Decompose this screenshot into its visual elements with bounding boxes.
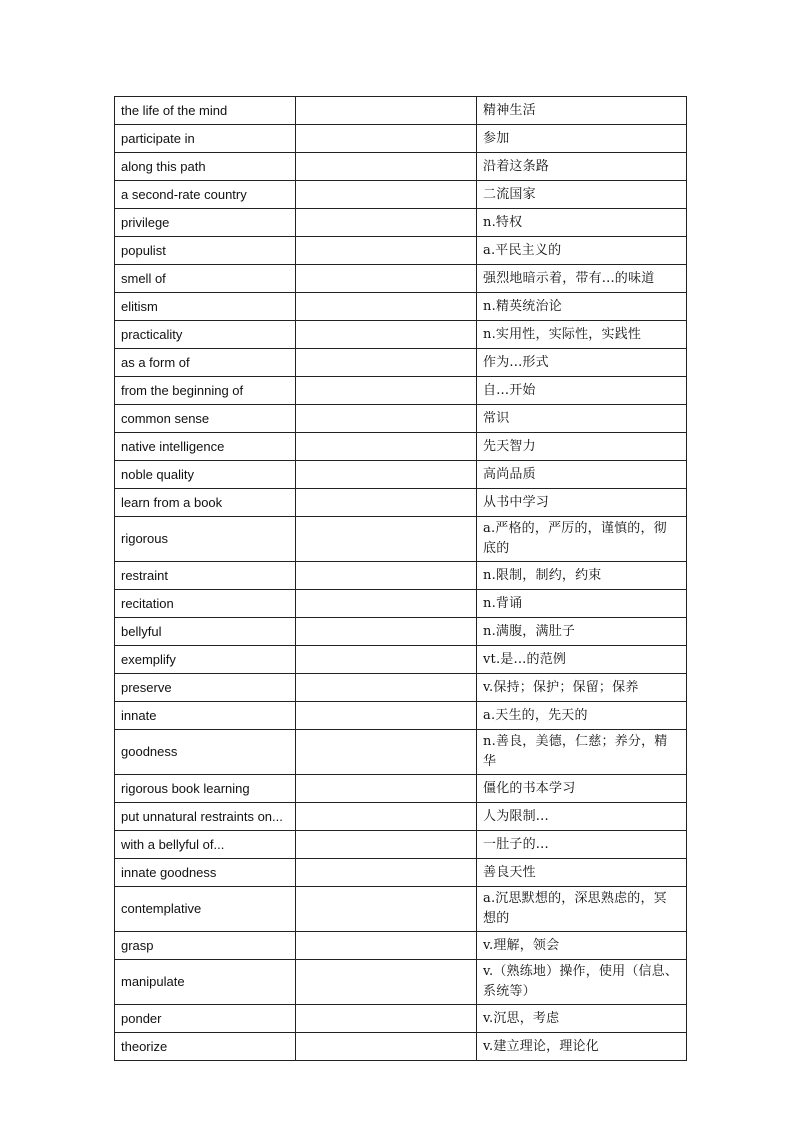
blank-cell bbox=[296, 831, 477, 859]
english-term: goodness bbox=[115, 730, 296, 775]
chinese-meaning: 一肚子的... bbox=[477, 831, 687, 859]
english-term: as a form of bbox=[115, 349, 296, 377]
table-row bbox=[115, 125, 687, 153]
english-term: participate in bbox=[115, 125, 296, 153]
english-term: contemplative bbox=[115, 887, 296, 932]
chinese-meaning: v.沉思，考虑 bbox=[477, 1005, 687, 1033]
english-term: rigorous bbox=[115, 517, 296, 562]
blank-cell bbox=[296, 125, 477, 153]
english-term: privilege bbox=[115, 209, 296, 237]
vocabulary-table bbox=[114, 96, 687, 1061]
english-term: manipulate bbox=[115, 960, 296, 1005]
chinese-meaning: 沿着这条路 bbox=[477, 153, 687, 181]
table-row bbox=[115, 730, 687, 775]
table-row bbox=[115, 702, 687, 730]
table-row bbox=[115, 181, 687, 209]
chinese-meaning: vt.是...的范例 bbox=[477, 646, 687, 674]
blank-cell bbox=[296, 775, 477, 803]
table-row bbox=[115, 646, 687, 674]
chinese-meaning: 从书中学习 bbox=[477, 489, 687, 517]
blank-cell bbox=[296, 517, 477, 562]
english-term: smell of bbox=[115, 265, 296, 293]
blank-cell bbox=[296, 321, 477, 349]
blank-cell bbox=[296, 859, 477, 887]
english-term: from the beginning of bbox=[115, 377, 296, 405]
blank-cell bbox=[296, 433, 477, 461]
blank-cell bbox=[296, 405, 477, 433]
english-term: practicality bbox=[115, 321, 296, 349]
chinese-meaning: 自...开始 bbox=[477, 377, 687, 405]
table-row bbox=[115, 461, 687, 489]
chinese-meaning: 二流国家 bbox=[477, 181, 687, 209]
english-term: grasp bbox=[115, 932, 296, 960]
chinese-meaning: 善良天性 bbox=[477, 859, 687, 887]
table-row bbox=[115, 831, 687, 859]
chinese-meaning: v.（熟练地）操作，使用（信息、系统等） bbox=[477, 960, 687, 1005]
english-term: common sense bbox=[115, 405, 296, 433]
chinese-meaning: 精神生活 bbox=[477, 97, 687, 125]
table-row bbox=[115, 405, 687, 433]
table-row bbox=[115, 1005, 687, 1033]
chinese-meaning: 高尚品质 bbox=[477, 461, 687, 489]
table-row bbox=[115, 97, 687, 125]
english-term: native intelligence bbox=[115, 433, 296, 461]
chinese-meaning: v.建立理论，理论化 bbox=[477, 1033, 687, 1061]
table-row bbox=[115, 562, 687, 590]
chinese-meaning: 人为限制... bbox=[477, 803, 687, 831]
table-row bbox=[115, 960, 687, 1005]
english-term: populist bbox=[115, 237, 296, 265]
chinese-meaning: a.沉思默想的，深思熟虑的，冥想的 bbox=[477, 887, 687, 932]
chinese-meaning: n.善良，美德，仁慈；养分，精华 bbox=[477, 730, 687, 775]
blank-cell bbox=[296, 153, 477, 181]
table-row bbox=[115, 887, 687, 932]
chinese-meaning: n.精英统治论 bbox=[477, 293, 687, 321]
english-term: ponder bbox=[115, 1005, 296, 1033]
chinese-meaning: 常识 bbox=[477, 405, 687, 433]
english-term: rigorous book learning bbox=[115, 775, 296, 803]
chinese-meaning: 僵化的书本学习 bbox=[477, 775, 687, 803]
table-row bbox=[115, 237, 687, 265]
table-row bbox=[115, 349, 687, 377]
chinese-meaning: n.背诵 bbox=[477, 590, 687, 618]
table-row bbox=[115, 321, 687, 349]
table-row bbox=[115, 293, 687, 321]
chinese-meaning: a.平民主义的 bbox=[477, 237, 687, 265]
english-term: put unnatural restraints on... bbox=[115, 803, 296, 831]
blank-cell bbox=[296, 377, 477, 405]
english-term: innate goodness bbox=[115, 859, 296, 887]
english-term: bellyful bbox=[115, 618, 296, 646]
chinese-meaning: 强烈地暗示着，带有...的味道 bbox=[477, 265, 687, 293]
chinese-meaning: 先天智力 bbox=[477, 433, 687, 461]
english-term: recitation bbox=[115, 590, 296, 618]
table-row bbox=[115, 674, 687, 702]
chinese-meaning: n.限制，制约，约束 bbox=[477, 562, 687, 590]
chinese-meaning: 参加 bbox=[477, 125, 687, 153]
table-row bbox=[115, 618, 687, 646]
table-row bbox=[115, 265, 687, 293]
chinese-meaning: n.特权 bbox=[477, 209, 687, 237]
blank-cell bbox=[296, 674, 477, 702]
english-term: along this path bbox=[115, 153, 296, 181]
english-term: preserve bbox=[115, 674, 296, 702]
blank-cell bbox=[296, 730, 477, 775]
blank-cell bbox=[296, 702, 477, 730]
blank-cell bbox=[296, 646, 477, 674]
blank-cell bbox=[296, 590, 477, 618]
chinese-meaning: v.保持；保护；保留；保养 bbox=[477, 674, 687, 702]
blank-cell bbox=[296, 349, 477, 377]
english-term: noble quality bbox=[115, 461, 296, 489]
blank-cell bbox=[296, 97, 477, 125]
blank-cell bbox=[296, 293, 477, 321]
blank-cell bbox=[296, 803, 477, 831]
english-term: the life of the mind bbox=[115, 97, 296, 125]
chinese-meaning: a.天生的，先天的 bbox=[477, 702, 687, 730]
table-row bbox=[115, 517, 687, 562]
table-row bbox=[115, 489, 687, 517]
chinese-meaning: a.严格的，严厉的，谨慎的，彻底的 bbox=[477, 517, 687, 562]
blank-cell bbox=[296, 887, 477, 932]
blank-cell bbox=[296, 265, 477, 293]
blank-cell bbox=[296, 489, 477, 517]
english-term: a second-rate country bbox=[115, 181, 296, 209]
table-row bbox=[115, 803, 687, 831]
blank-cell bbox=[296, 1005, 477, 1033]
blank-cell bbox=[296, 237, 477, 265]
table-row bbox=[115, 209, 687, 237]
chinese-meaning: v.理解，领会 bbox=[477, 932, 687, 960]
blank-cell bbox=[296, 618, 477, 646]
chinese-meaning: n.满腹，满肚子 bbox=[477, 618, 687, 646]
blank-cell bbox=[296, 181, 477, 209]
english-term: exemplify bbox=[115, 646, 296, 674]
chinese-meaning: 作为...形式 bbox=[477, 349, 687, 377]
blank-cell bbox=[296, 209, 477, 237]
english-term: learn from a book bbox=[115, 489, 296, 517]
table-row bbox=[115, 590, 687, 618]
english-term: theorize bbox=[115, 1033, 296, 1061]
blank-cell bbox=[296, 960, 477, 1005]
table-row bbox=[115, 153, 687, 181]
table-row bbox=[115, 433, 687, 461]
blank-cell bbox=[296, 461, 477, 489]
table-row bbox=[115, 932, 687, 960]
table-row bbox=[115, 859, 687, 887]
chinese-meaning: n.实用性，实际性，实践性 bbox=[477, 321, 687, 349]
english-term: innate bbox=[115, 702, 296, 730]
table-row bbox=[115, 377, 687, 405]
blank-cell bbox=[296, 932, 477, 960]
english-term: restraint bbox=[115, 562, 296, 590]
blank-cell bbox=[296, 562, 477, 590]
blank-cell bbox=[296, 1033, 477, 1061]
table-row bbox=[115, 775, 687, 803]
english-term: elitism bbox=[115, 293, 296, 321]
table-row bbox=[115, 1033, 687, 1061]
english-term: with a bellyful of... bbox=[115, 831, 296, 859]
